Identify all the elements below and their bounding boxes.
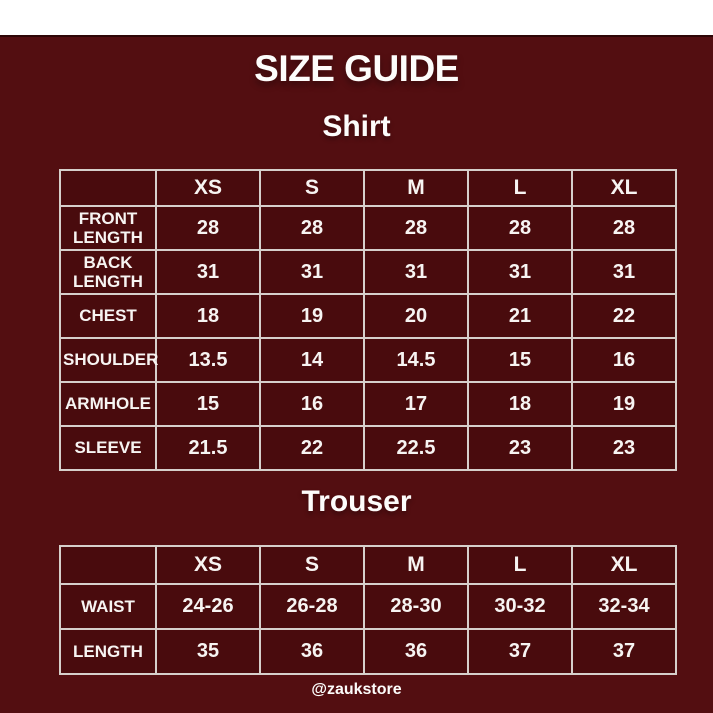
shirt-size-table <box>59 169 677 471</box>
row-label: ARMHOLE <box>60 382 156 426</box>
table-row-waist <box>60 584 676 629</box>
size-value-cell: 16 <box>572 338 676 382</box>
size-value-cell: 28 <box>364 206 468 250</box>
size-value-cell: 26-28 <box>260 584 364 629</box>
shirt-col-header-xl: XL <box>572 170 676 206</box>
size-value-cell: 19 <box>260 294 364 338</box>
size-value-cell: 23 <box>468 426 572 470</box>
size-value-cell: 18 <box>156 294 260 338</box>
trouser-col-header-xs: XS <box>156 546 260 584</box>
size-value-cell: 35 <box>156 629 260 674</box>
shirt-empty-header-cell <box>60 170 156 206</box>
shirt-header-row <box>60 170 676 206</box>
row-label: BACK LENGTH <box>60 250 156 294</box>
trouser-col-header-s: S <box>260 546 364 584</box>
top-white-strip <box>0 0 713 37</box>
size-value-cell: 21 <box>468 294 572 338</box>
table-row-chest <box>60 294 676 338</box>
size-value-cell: 31 <box>156 250 260 294</box>
size-value-cell: 13.5 <box>156 338 260 382</box>
size-value-cell: 23 <box>572 426 676 470</box>
size-value-cell: 17 <box>364 382 468 426</box>
row-label: WAIST <box>60 584 156 629</box>
page-title: SIZE GUIDE <box>254 48 459 89</box>
size-value-cell: 28 <box>468 206 572 250</box>
trouser-empty-header-cell <box>60 546 156 584</box>
shirt-col-header-m: M <box>364 170 468 206</box>
size-value-cell: 14 <box>260 338 364 382</box>
row-label: CHEST <box>60 294 156 338</box>
size-value-cell: 15 <box>468 338 572 382</box>
size-value-cell: 30-32 <box>468 584 572 629</box>
size-value-cell: 16 <box>260 382 364 426</box>
size-value-cell: 22 <box>572 294 676 338</box>
shirt-col-header-xs: XS <box>156 170 260 206</box>
size-value-cell: 31 <box>364 250 468 294</box>
size-value-cell: 19 <box>572 382 676 426</box>
row-label: SLEEVE <box>60 426 156 470</box>
trouser-col-header-m: M <box>364 546 468 584</box>
trouser-col-header-l: L <box>468 546 572 584</box>
row-label: FRONT LENGTH <box>60 206 156 250</box>
size-value-cell: 14.5 <box>364 338 468 382</box>
table-row-back-length <box>60 250 676 294</box>
shirt-section-title: Shirt <box>322 110 391 143</box>
size-value-cell: 36 <box>260 629 364 674</box>
size-value-cell: 28 <box>260 206 364 250</box>
store-handle: @zaukstore <box>311 681 402 698</box>
size-value-cell: 37 <box>572 629 676 674</box>
size-value-cell: 20 <box>364 294 468 338</box>
size-value-cell: 28 <box>156 206 260 250</box>
trouser-header-row <box>60 546 676 584</box>
row-label: SHOULDER <box>60 338 156 382</box>
trouser-size-table <box>59 545 677 675</box>
size-value-cell: 36 <box>364 629 468 674</box>
size-value-cell: 22 <box>260 426 364 470</box>
size-value-cell: 15 <box>156 382 260 426</box>
table-row-front-length <box>60 206 676 250</box>
size-value-cell: 22.5 <box>364 426 468 470</box>
row-label: LENGTH <box>60 629 156 674</box>
table-row-armhole <box>60 382 676 426</box>
trouser-col-header-xl: XL <box>572 546 676 584</box>
size-value-cell: 24-26 <box>156 584 260 629</box>
size-value-cell: 37 <box>468 629 572 674</box>
size-value-cell: 31 <box>260 250 364 294</box>
shirt-col-header-s: S <box>260 170 364 206</box>
size-value-cell: 28-30 <box>364 584 468 629</box>
shirt-col-header-l: L <box>468 170 572 206</box>
table-row-length <box>60 629 676 674</box>
table-row-shoulder <box>60 338 676 382</box>
size-value-cell: 28 <box>572 206 676 250</box>
size-value-cell: 32-34 <box>572 584 676 629</box>
trouser-section-title: Trouser <box>301 485 412 518</box>
size-value-cell: 31 <box>468 250 572 294</box>
size-value-cell: 21.5 <box>156 426 260 470</box>
table-row-sleeve <box>60 426 676 470</box>
size-value-cell: 31 <box>572 250 676 294</box>
size-value-cell: 18 <box>468 382 572 426</box>
